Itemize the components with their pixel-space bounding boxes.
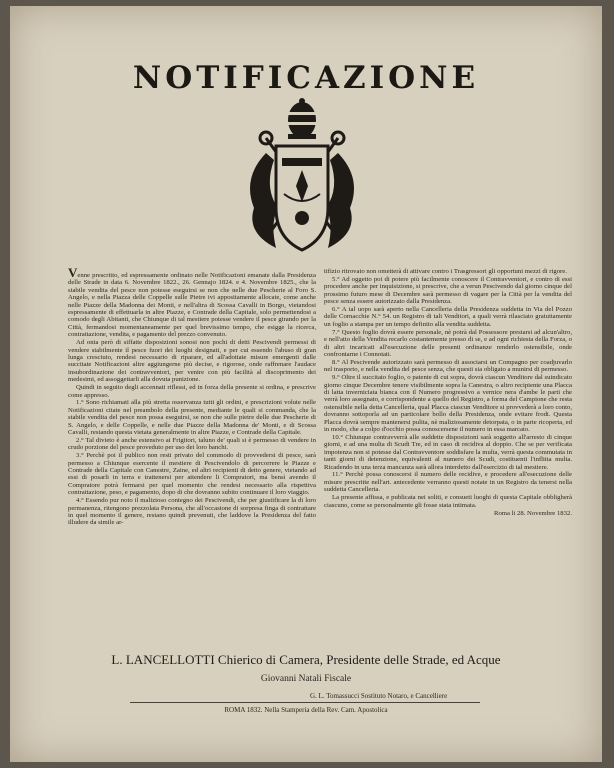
fiscal-line: Giovanni Natali Fiscale — [260, 674, 352, 684]
date-line: Roma li 28. Novembre 1832. — [493, 509, 572, 517]
article-9: 9.° Oltre il succitato foglio, o patente di cui sopra, dovrà ciascun Venditore dal suindicato giorno cinque Decembre tenere visibilmente sopra la Canestra, o altro recipiente una Placca di latta inverniciata bianca con il Numero progressivo a vernice nera d'ambe le parti che verrà loro assegnato, e corrispondente a quello del Registro, a forma del Campione che resta ostensibile nella detta Cancelleria, qual Placca ciascun Venditore si provvederà a loro conto, dovranno sottoporla ad un particolare bollo della Presidenza, onde evitare frodi. Questa Placca dovrà sempre mantenersi pulita, nè maliziosamente detorpata, o in parte ricoperta, ed in modo, che a colpo d'occhio possa conoscersene il numero in essa marcato. — [324, 374, 572, 434]
article-8: 8.° Al Pescivende autorizzato sarà permesso di associarsi un Compagno per coadjuvarlo nel trasporto, e nella vendita del pesce senza, che questi sia obligato a munirsi di permesso. — [324, 358, 572, 374]
paragraph — [68, 265, 316, 339]
paragraph-text: enne prescritto, ed espressamente ordinato nelle Notificazioni emanate dalla Presidenza delle Strade in data 6. Novembre 1822., 26. Gennajo 1824. e 4. Novembre 1825., che la stabile vendita del pesce non potesse eseguirsi se non che nelle due Pescherie al Foro S. Angelo, e nella Piazza delle Coppelle sulle Pietre ivi appositamente allocate, come anche nelle Piazze della Madonna dei Monti, e nell'altra di Scossa Cavalli in Borgo, vietandosi espressamente di effettuarla in altre Piazze, e Contrade della Capitale, solo permettendosi a comodo degli Abitanti, che Chiunque di tal mestiere potesse vendere il pesce girando per la Città, fermandosi momentaneamente per quel brevissimo tempo, che esigge la ricerca, contrattazione, vendita, e pagamento del prezzo convenuto. — [68, 272, 316, 339]
closing-paragraph: La presente affissa, e publicata nei soliti, e consueti luoghi di questa Capitale obbligherà ciascuno, come se personalmente gli fosse stata intimata. — [324, 494, 572, 509]
notice-sheet — [10, 6, 602, 762]
paragraph: tifizio ritrovato non ometterà di attivare contro i Trasgressori gli opportuni mezzi di rigore. — [324, 268, 567, 275]
article-6: 6.° A tal uopo sarà aperto nella Cancelleria della Presidenza suddetta in Via del Pozzo delle Cornacchie N.° 54. un Registro di tali Venditori, a quali verrà rilasciato gratuitamente un foglio a stampa per un tempo definito alla vendita suddetta. — [324, 306, 572, 328]
signature-line: L. LANCELLOTTI Chierico di Camera, Presidente delle Strade, ed Acque — [111, 652, 501, 667]
article-1: 1.° Sono richiamati alla più stretta osservanza tutti gli ordini, e prescrizioni volute nelle Notificazioni citate nel preambolo della presente, mediante le quali si commanda, che la stabile vendita del pesce non possa eseguirsi, se non che sulle pietre delle due Pescherie di S. Angelo, e delle Coppelle, e nelle due Piazze della Madonna de' Monti, e di Scossa Cavalli, restando questa vietata generalmente in altre Piazze, e Contrade della Capitale. — [68, 399, 316, 437]
body-column-left — [68, 265, 316, 527]
body-column-right — [324, 268, 572, 517]
divider — [130, 702, 480, 703]
paragraph: Ad onta però di siffatte disposizioni sonosi non pochi di detti Pescivendi permessi di vendere stabilmente il pesce fuori dei luoghi designati, e per cui essendo l'abuso di gran lunga cresciuto, rendesi necessario di riparare, ed all'adottate misure emergenti dalle succitate Notificazioni altre aggiungerne più decise, e rigorose, onde raffrenare l'audace insubordinazione dei contravventori, per venire con più facilità al discoprimento dei medesimi, ed assoggettarli alla dovuta punizione. — [68, 339, 316, 384]
article-7: 7.° Questo foglio dovrà essere personale, nè potrà dal Possessore prestarsi ad alcun'altro, e nell'atto della Vendita recarlo costantemente presso di se, e ad ogni richiesta della Forza, o di altri incaricati all'esecuzione delle presenti ordinanze renderlo ostensibile, onde confrontarne i Connotati. — [324, 328, 572, 358]
notice-title: NOTIFICAZIONE — [132, 60, 480, 96]
article-10: 10.° Chiunque contravverrà alle suddette disposizioni sarà soggetto all'arresto di cinque giorni, e ad una multa di Scudi Tre, ed in caso di recidiva al doppio. Che se per verificata impotenza non si potesse dal Contravventore soddisfare la multa, verrà questa commutata in tanti giorni di detenzione, equivalenti al numero dei Scudi, costituenti l'inflitta multa. Ricadendo in una terza mancanza sarà allora interdetto dall'esercizio di tal mestiere. — [324, 433, 572, 471]
notary-line: G. L. Tomassucci Sostituto Notaro, e Cancelliere — [310, 692, 448, 700]
article-3: 3.° Perchè poi il publico non resti privato del commodo di provvedersi di pesce, sarà permesso a Chiunque esercente il mestiere di Pescivendolo di percorrere le Piazze e Contrade della Capitale con Canestre, Zaine, ed altri recipienti di detto genere, vietando ad essi di posarli in terra e trattenersi per attendere li Compratori, ma bensì avendo il Compratore potrà fermarsi per quel momento che rendesi necessario alla rispettiva contrattazione, peso, e pagamento, dopo di che dovranno subito continuare il loro viaggio. — [68, 452, 316, 497]
paragraph: Quindi in seguito degli accennati riflessi, ed in forza della presente si ordina, e prescrive come appresso. — [68, 384, 316, 399]
papal-coat-of-arms-icon — [236, 98, 368, 260]
article-4: 4.° Essendo pur noto il malizioso contegno dei Pescivendi, che per giustificare la di loro permanenza, ritengono prezzolata Persona, che all'occasione di sorpresa finga di contrattare in quel momento il genere, restano quindi prevenuti, che laddove la Presidenza del fatto illudere da simile ar- — [68, 497, 316, 527]
article-11: 11.° Perchè possa conoscersi il numero delle recidive, e procedere all'esecuzione delle misure prescritte nell'art. antecedente verranno questi notate in un Registro da tenersi nella suddetta Cancelleria. — [324, 471, 572, 494]
article-2: 2.° Tal divieto è anche estensivo ai Frigitori, taluno de' quali si è permesso di vendere in crudo porzione del pesce proveduto per uso dei loro banchi. — [68, 436, 316, 452]
dropcap: V — [68, 265, 78, 280]
printer-imprint: ROMA 1832. Nella Stamperia della Rev. Cam. Apostolica — [224, 706, 388, 714]
article-5: 5.° Ad oggetto poi di potere più facilmente conoscere il Contravventori, e contro di essi procedere anche per inquisizione, si prescrive, che a verun Pescivendo dal giorno cinque del prossimo futuro mese di Decembre sarà permesso di vagare per la Città per la vendita del pesce senza essere autorizzato dalla Presidenza. — [324, 275, 572, 306]
